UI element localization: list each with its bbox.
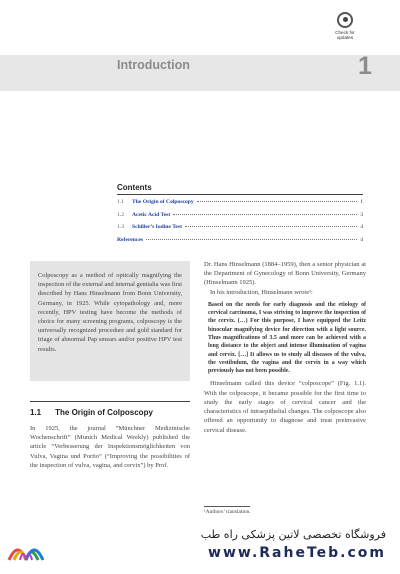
contents-heading: Contents bbox=[117, 183, 152, 192]
toc-entry[interactable] bbox=[117, 237, 363, 250]
toc-title-link[interactable]: Acetic Acid Test bbox=[132, 211, 171, 218]
block-quote: Based on the needs for early diagnosis and the etiology of cervical carcinoma, I was striving to improve the inspection of the cervix. (…) For this purpose, I have equipped the Leitz binocular magnifying device for direction with a light source. Thus magnifications of 3.5 and more can be achieved with a long distance to the object and intense illumination of vagina and cervix. […] It allows us to study all diseases of the vulva, the vestibulum, the vagina and the cervix in a way which previously has not been possible. bbox=[208, 301, 366, 375]
right-column-body bbox=[204, 260, 366, 435]
toc-leader bbox=[185, 226, 357, 227]
toc-number: 1.2 bbox=[117, 211, 124, 218]
toc-title-link[interactable]: References bbox=[117, 236, 143, 243]
badge-text: Check for updates bbox=[335, 30, 355, 40]
section-divider bbox=[30, 401, 190, 402]
contents-divider bbox=[117, 194, 363, 195]
chapter-title: Introduction bbox=[117, 58, 190, 72]
footnote: ¹Authors’ translation. bbox=[204, 509, 251, 515]
section-number: 1.1 bbox=[30, 408, 42, 417]
section-title: The Origin of Colposcopy bbox=[55, 408, 153, 417]
paragraph: Dr. Hans Hinselmann (1884–1959), then a senior physician at the Department of Gynecology of Bonn University, Germany (Hinselmann 1925). bbox=[204, 261, 366, 287]
toc-entry[interactable] bbox=[117, 199, 363, 212]
footnote-divider bbox=[204, 506, 250, 507]
toc-leader bbox=[173, 214, 357, 215]
paragraph: In his introduction, Hinselmann wrote¹: bbox=[210, 288, 313, 296]
check-for-updates-badge[interactable] bbox=[330, 10, 360, 46]
toc-page: 4 bbox=[360, 224, 363, 230]
chapter-abstract-box bbox=[30, 261, 190, 381]
toc-entry[interactable] bbox=[117, 212, 363, 225]
toc-number: 1.3 bbox=[117, 224, 124, 230]
toc-title-link[interactable]: Schiller’s Iodine Test bbox=[132, 224, 182, 230]
section-heading bbox=[30, 408, 153, 417]
table-of-contents bbox=[117, 183, 363, 249]
toc-page: 1 bbox=[360, 199, 363, 205]
toc-title-link[interactable]: The Origin of Colposcopy bbox=[132, 199, 194, 205]
paragraph: Hinselmann called this device “colposcope” (Fig. 1.1). With the colposcope, it became possible for the first time to study the early stages of cervical cancer and the characteristics of intraepithelial changes. The colposcope also offered an opportunity to diagnose and treat preinvasive cervical disease. bbox=[204, 380, 366, 434]
banner-persian-text: فروشگاه تخصصی لاتین پزشکی راه طب bbox=[200, 528, 386, 541]
toc-number: 1.1 bbox=[117, 199, 124, 205]
toc-entry[interactable] bbox=[117, 224, 363, 237]
banner-url-link[interactable]: www.RaheTeb.com bbox=[208, 545, 386, 561]
abstract-text: Colposcopy as a method of optically magnifying the inspection of the external and internal genitalia was first described by Hans Hinselmann from Bonn University, Germany, in 1925. While cytopathology and, more recently, HPV testing have become the methods of choice for many screening programs, colposcopy is the universally recognized procedure and gold standard for triage of abnormal Pap smears and/or positive HPV test results. bbox=[38, 272, 182, 353]
book-logo-icon bbox=[6, 530, 46, 564]
toc-leader bbox=[146, 239, 357, 240]
chapter-number: 1 bbox=[358, 52, 372, 80]
paragraph: In 1925, the journal “Münchner Medizinische Wochenschrift” (Munich Medical Weekly) published the article “Verbesserung der Inspektionsmöglichkeiten von Vulva, Vagina und Portio” (“Improving the possibilities of the inspection of vulva, vagina, and cervix”) by Prof. bbox=[30, 425, 190, 469]
check-updates-icon bbox=[337, 12, 353, 28]
toc-page: 4 bbox=[360, 236, 363, 243]
toc-leader bbox=[197, 201, 358, 202]
left-column-body bbox=[30, 424, 190, 470]
chapter-header-band bbox=[0, 55, 400, 91]
toc-page: 3 bbox=[360, 211, 363, 218]
